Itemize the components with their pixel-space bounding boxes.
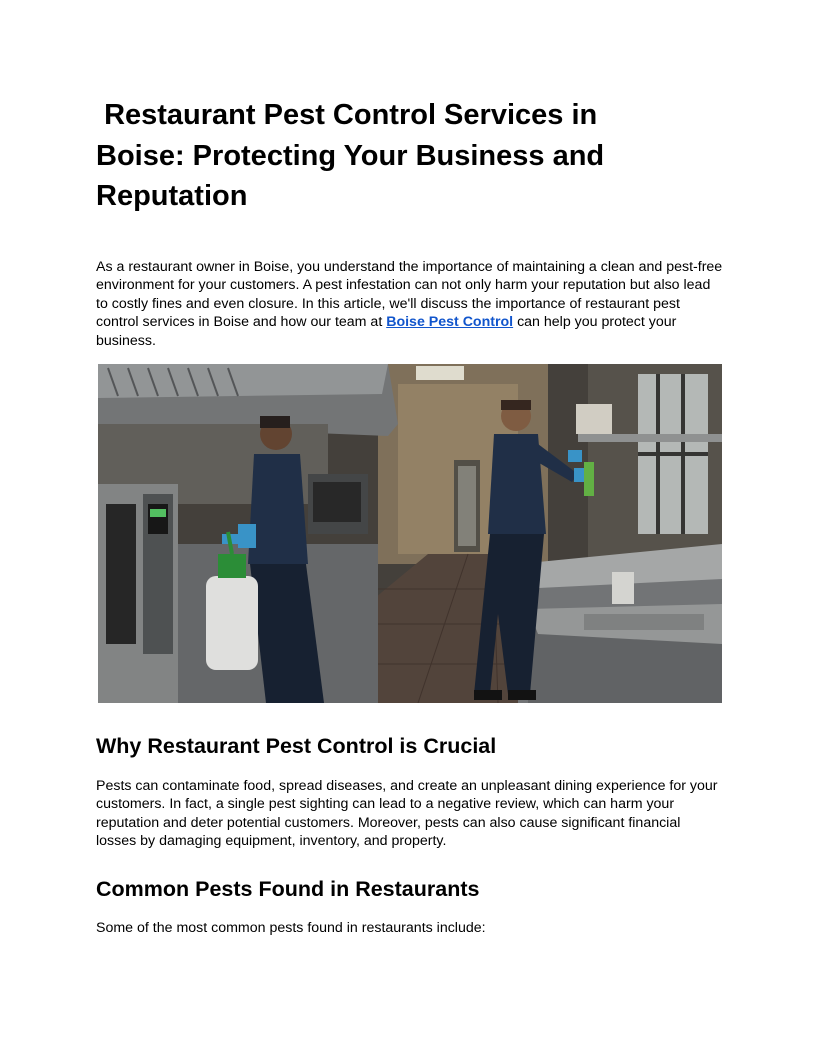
intro-text-after-link: can help you protect your business. [96,314,677,349]
title-line-1: Restaurant Pest Control Services in [104,99,598,131]
boise-pest-control-link[interactable]: Boise Pest Control [386,314,514,331]
section-heading-common-pests: Common Pests Found in Restaurants [96,877,480,901]
section-heading-why-crucial: Why Restaurant Pest Control is Crucial [96,734,497,758]
section-body-common-pests: Some of the most common pests found in restaurants include: [96,920,486,936]
title-line-3: Reputation [96,180,248,212]
title-line-2: Boise: Protecting Your Business and [96,139,605,172]
section-body-why-crucial: Pests can contaminate food, spread diseases, and create an unpleasant dining experience for your customers. In fact, a single pest sighting can lead to a negative review, which can harm your reputation and deter potential customers. Moreover, pests can also cause significant financial losses by damaging equipment, inventory, and property. [96,778,718,850]
intro-paragraph [96,258,724,350]
kitchen-photo-illustration [98,364,722,703]
intro-text-before-link: As a restaurant owner in Boise, you understand the importance of maintaining a clean and pest-free environment for your customers. A pest infestation can not only harm your reputation but also lead to costly fines and even closure. In this article, we'll discuss the importance of restaurant pest control services in Boise and how our team at [96,259,723,331]
article-title [96,95,696,217]
kitchen-photo [98,364,722,703]
